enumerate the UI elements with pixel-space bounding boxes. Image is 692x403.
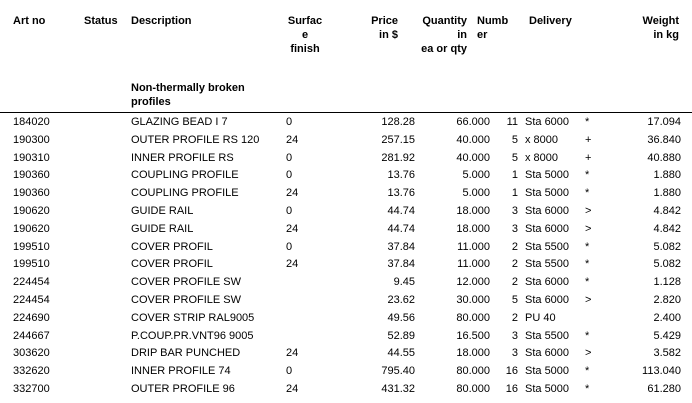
cell-delivery: Sta 6000 [525, 204, 570, 217]
cell-art-no: 190360 [13, 187, 50, 200]
cell-description: OUTER PROFILE 96 [131, 382, 235, 395]
cell-delivery: Sta 5000 [525, 187, 570, 200]
cell-price: 44.55 [387, 347, 415, 360]
cell-number: 1 [511, 169, 518, 182]
cell-number: 3 [511, 329, 518, 342]
cell-art-no: 224690 [13, 311, 50, 324]
cell-weight: 2.400 [653, 311, 681, 324]
header-description: Description [131, 15, 192, 27]
cell-delivery: Sta 5000 [525, 169, 570, 182]
cell-flag: > [585, 222, 592, 235]
table-row [0, 256, 692, 274]
cell-delivery: Sta 6000 [525, 347, 570, 360]
cell-art-no: 190300 [13, 133, 50, 146]
cell-flag: * [585, 116, 590, 128]
cell-price: 37.84 [387, 258, 415, 271]
cell-number: 11 [506, 116, 518, 128]
cell-price: 9.45 [393, 276, 415, 289]
cell-weight: 40.880 [647, 151, 681, 164]
table-row [0, 310, 692, 328]
cell-quantity: 40.000 [456, 151, 490, 164]
cell-delivery: x 8000 [525, 133, 559, 146]
table-row [0, 274, 692, 292]
cell-description: OUTER PROFILE RS 120 [131, 133, 260, 146]
cell-art-no: 224454 [13, 293, 50, 306]
cell-delivery: Sta 6000 [525, 276, 570, 289]
cell-quantity: 11.000 [457, 258, 490, 271]
cell-number: 5 [511, 133, 518, 146]
table-row [0, 328, 692, 346]
cell-surface: 0 [286, 240, 293, 253]
table-row [0, 114, 692, 132]
cell-surface: 0 [286, 169, 293, 182]
cell-delivery: PU 40 [525, 311, 556, 324]
header-art-no: Art no [13, 15, 46, 27]
cell-delivery: Sta 5500 [525, 240, 570, 253]
cell-price: 23.62 [387, 293, 415, 306]
cell-delivery: Sta 5500 [525, 329, 570, 342]
table-row [0, 167, 692, 185]
cell-weight: 5.429 [653, 329, 681, 342]
cell-surface: 0 [286, 116, 293, 128]
cell-surface: 0 [286, 365, 293, 378]
cell-description: COVER PROFILE SW [131, 293, 242, 306]
cell-description: COVER PROFIL [131, 258, 213, 271]
cell-number: 5 [511, 151, 518, 164]
cell-delivery: Sta 5000 [525, 365, 570, 378]
cell-number: 5 [511, 293, 518, 306]
cell-surface: 24 [286, 258, 299, 271]
cell-number: 3 [511, 222, 518, 235]
cell-weight: 61.280 [647, 382, 681, 395]
cell-weight: 17.094 [647, 116, 681, 128]
cell-weight: 1.128 [653, 276, 681, 289]
cell-price: 37.84 [387, 240, 415, 253]
cell-price: 44.74 [387, 222, 415, 235]
cell-price: 49.56 [387, 311, 415, 324]
cell-number: 3 [511, 204, 518, 217]
cell-price: 431.32 [381, 382, 415, 395]
cell-weight: 4.842 [653, 204, 681, 217]
cell-quantity: 5.000 [462, 169, 490, 182]
table-row [0, 132, 692, 150]
cell-number: 2 [511, 240, 518, 253]
cell-weight: 3.582 [653, 347, 681, 360]
cell-flag: * [585, 276, 590, 289]
cell-quantity: 18.000 [456, 347, 490, 360]
cell-delivery: Sta 5000 [525, 382, 570, 395]
cell-number: 1 [511, 187, 518, 200]
cell-quantity: 16.500 [456, 329, 490, 342]
cell-art-no: 190360 [13, 169, 50, 182]
cell-weight: 1.880 [653, 169, 681, 182]
cell-price: 281.92 [381, 151, 415, 164]
cell-delivery: Sta 6000 [525, 293, 570, 306]
cell-price: 44.74 [387, 204, 415, 217]
cell-delivery: Sta 5500 [525, 258, 570, 271]
cell-delivery: Sta 6000 [525, 116, 570, 128]
cell-description: DRIP BAR PUNCHED [131, 347, 241, 360]
cell-description: GLAZING BEAD I 7 [131, 116, 228, 128]
cell-price: 13.76 [387, 169, 415, 182]
cell-art-no: 184020 [13, 116, 50, 128]
header-number: Numb er [477, 15, 509, 41]
cell-description: COVER PROFIL [131, 240, 213, 253]
cell-description: P.COUP.PR.VNT96 9005 [131, 329, 254, 342]
header-surface-finish: Surfac e finish [287, 15, 323, 55]
cell-flag: * [585, 329, 590, 342]
cell-surface: 0 [286, 204, 293, 217]
table-row [0, 185, 692, 203]
cell-description: GUIDE RAIL [131, 222, 194, 235]
cell-weight: 1.880 [653, 187, 681, 200]
cell-art-no: 303620 [13, 347, 50, 360]
cell-description: GUIDE RAIL [131, 204, 194, 217]
table-row [0, 150, 692, 168]
cell-price: 128.28 [381, 116, 415, 128]
cell-art-no: 190620 [13, 204, 50, 217]
cell-art-no: 224454 [13, 276, 50, 289]
cell-quantity: 5.000 [462, 187, 490, 200]
header-price: Price in $ [371, 15, 398, 41]
table-row [0, 381, 692, 399]
cell-quantity: 30.000 [456, 293, 490, 306]
cell-quantity: 12.000 [456, 276, 490, 289]
table-row [0, 345, 692, 363]
cell-number: 2 [511, 276, 518, 289]
cell-weight: 4.842 [653, 222, 681, 235]
cell-art-no: 190620 [13, 222, 50, 235]
cell-surface: 24 [286, 187, 299, 200]
table-row [0, 292, 692, 310]
cell-quantity: 80.000 [456, 365, 490, 378]
cell-surface: 24 [286, 133, 299, 146]
cell-weight: 36.840 [647, 133, 681, 146]
cell-weight: 2.820 [653, 293, 681, 306]
cell-description: COUPLING PROFILE [131, 169, 239, 182]
cell-quantity: 80.000 [456, 382, 490, 395]
cell-surface: 0 [286, 151, 293, 164]
cell-flag: * [585, 240, 590, 253]
cell-price: 52.89 [387, 329, 415, 342]
cell-description: COUPLING PROFILE [131, 187, 239, 200]
header-delivery: Delivery [529, 15, 572, 27]
cell-surface: 24 [286, 347, 299, 360]
cell-number: 2 [511, 258, 518, 271]
cell-weight: 113.040 [642, 365, 681, 378]
cell-flag: + [585, 151, 592, 164]
cell-flag: + [585, 133, 592, 146]
table-row [0, 239, 692, 257]
cell-price: 795.40 [381, 365, 415, 378]
header-weight: Weight in kg [642, 15, 679, 41]
table-row [0, 363, 692, 381]
table-row [0, 221, 692, 239]
table-row [0, 203, 692, 221]
cell-description: INNER PROFILE RS [131, 151, 234, 164]
cell-flag: > [585, 293, 592, 306]
cell-art-no: 332700 [13, 382, 50, 395]
table-body [0, 114, 692, 399]
cell-weight: 5.082 [653, 258, 681, 271]
cell-art-no: 244667 [13, 329, 50, 342]
cell-description: COVER PROFILE SW [131, 276, 242, 289]
cell-number: 3 [511, 347, 518, 360]
cell-quantity: 11.000 [457, 240, 490, 253]
cell-quantity: 66.000 [456, 116, 490, 128]
cell-flag: * [585, 365, 590, 378]
cell-flag: > [585, 347, 592, 360]
section-title: Non-thermally broken profiles [131, 82, 245, 108]
cell-flag: > [585, 204, 592, 217]
cell-quantity: 18.000 [456, 204, 490, 217]
cell-surface: 24 [286, 222, 299, 235]
cell-art-no: 199510 [13, 240, 50, 253]
cell-art-no: 332620 [13, 365, 50, 378]
cell-price: 13.76 [387, 187, 415, 200]
header-quantity: Quantity in ea or qty [421, 15, 467, 55]
cell-quantity: 18.000 [456, 222, 490, 235]
header-status: Status [84, 15, 118, 27]
cell-description: INNER PROFILE 74 [131, 365, 231, 378]
cell-number: 16 [505, 382, 518, 395]
cell-surface: 24 [286, 382, 299, 395]
cell-flag: * [585, 187, 590, 200]
cell-art-no: 199510 [13, 258, 50, 271]
cell-weight: 5.082 [653, 240, 681, 253]
cell-delivery: x 8000 [525, 151, 559, 164]
cell-delivery: Sta 6000 [525, 222, 570, 235]
cell-quantity: 40.000 [456, 133, 490, 146]
cell-flag: * [585, 382, 590, 395]
cell-flag: * [585, 169, 590, 182]
cell-description: COVER STRIP RAL9005 [131, 311, 255, 324]
cell-quantity: 80.000 [456, 311, 490, 324]
cell-number: 16 [505, 365, 518, 378]
cell-number: 2 [511, 311, 518, 324]
cell-flag: * [585, 258, 590, 271]
header-divider [0, 112, 692, 113]
cell-art-no: 190310 [13, 151, 50, 164]
cell-price: 257.15 [381, 133, 415, 146]
